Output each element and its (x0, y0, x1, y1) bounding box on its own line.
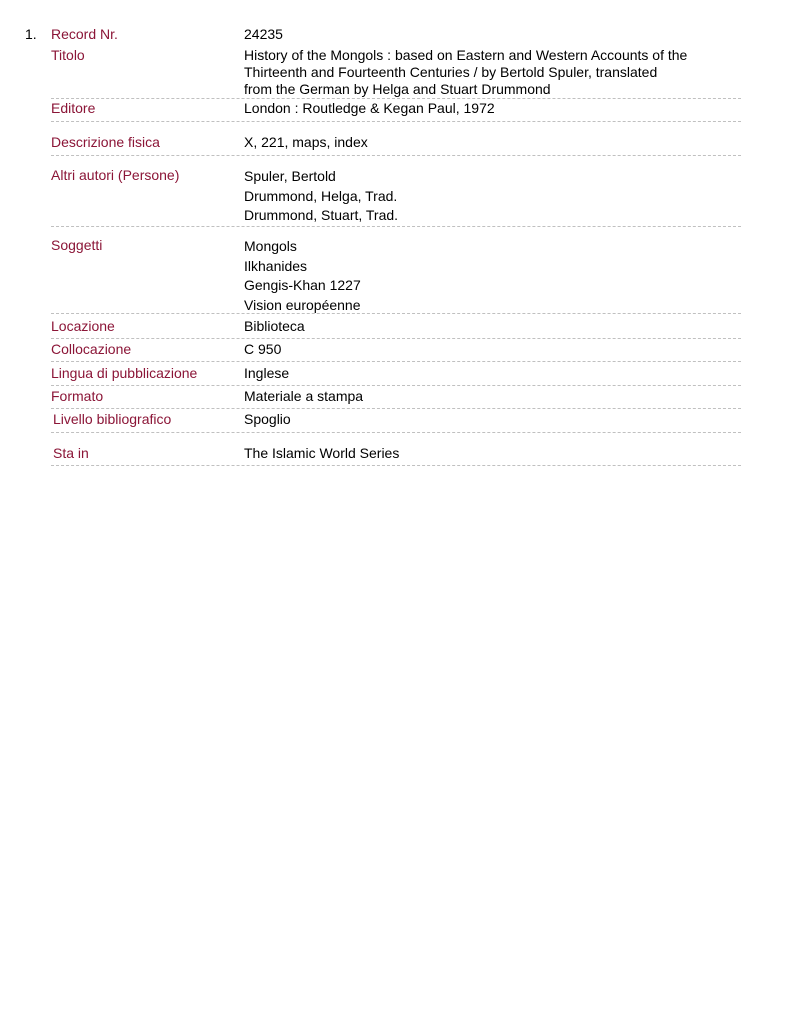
author-line: Spuler, Bertold (244, 168, 336, 184)
subject-line: Mongols (244, 238, 297, 254)
field-label: Titolo (51, 47, 85, 63)
field-value: Biblioteca (244, 318, 305, 334)
field-sta-in (51, 445, 741, 466)
title-line: Thirteenth and Fourteenth Centuries / by Bertold Spuler, translated (244, 64, 658, 80)
field-label: Lingua di pubblicazione (51, 365, 198, 381)
author-line: Drummond, Stuart, Trad. (244, 207, 399, 223)
field-label: Record Nr. (51, 26, 118, 42)
subject-line: Gengis-Khan 1227 (244, 277, 361, 293)
field-record-nr (51, 26, 741, 43)
subject-line: Ilkhanides (244, 257, 308, 274)
field-value (244, 237, 714, 315)
field-editore (51, 100, 741, 122)
field-label: Collocazione (51, 341, 132, 357)
field-value: The Islamic World Series (244, 445, 400, 461)
subject-line: Vision européenne (244, 296, 361, 313)
field-label: Sta in (53, 445, 89, 461)
field-value: X, 221, maps, index (244, 134, 368, 150)
field-titolo (51, 47, 741, 99)
field-value: Spoglio (244, 411, 291, 427)
field-value: London : Routledge & Kegan Paul, 1972 (244, 100, 495, 116)
field-value (244, 167, 714, 226)
field-formato (51, 388, 741, 409)
field-label: Altri autori (Persone) (51, 167, 180, 183)
record-index: 1. (25, 26, 37, 42)
field-label: Livello bibliografico (53, 411, 172, 427)
field-value (244, 47, 714, 98)
field-locazione (51, 318, 741, 339)
field-lingua (51, 365, 741, 386)
field-label: Editore (51, 100, 96, 116)
field-collocazione (51, 341, 741, 362)
field-value: C 950 (244, 341, 282, 357)
field-livello-bibliografico (51, 411, 741, 433)
field-label: Descrizione fisica (51, 134, 160, 150)
field-value: Inglese (244, 365, 290, 381)
author-line: Drummond, Helga, Trad. (244, 187, 398, 204)
title-line: from the German by Helga and Stuart Drummond (244, 81, 551, 97)
field-label: Formato (51, 388, 104, 404)
field-altri-autori (51, 167, 741, 227)
field-soggetti (51, 237, 741, 314)
title-line: History of the Mongols : based on Eastern and Western Accounts of the (244, 47, 688, 63)
field-value: Materiale a stampa (244, 388, 364, 404)
field-label: Soggetti (51, 237, 103, 253)
field-value: 24235 (244, 26, 283, 42)
field-descrizione-fisica (51, 134, 741, 156)
field-label: Locazione (51, 318, 115, 334)
